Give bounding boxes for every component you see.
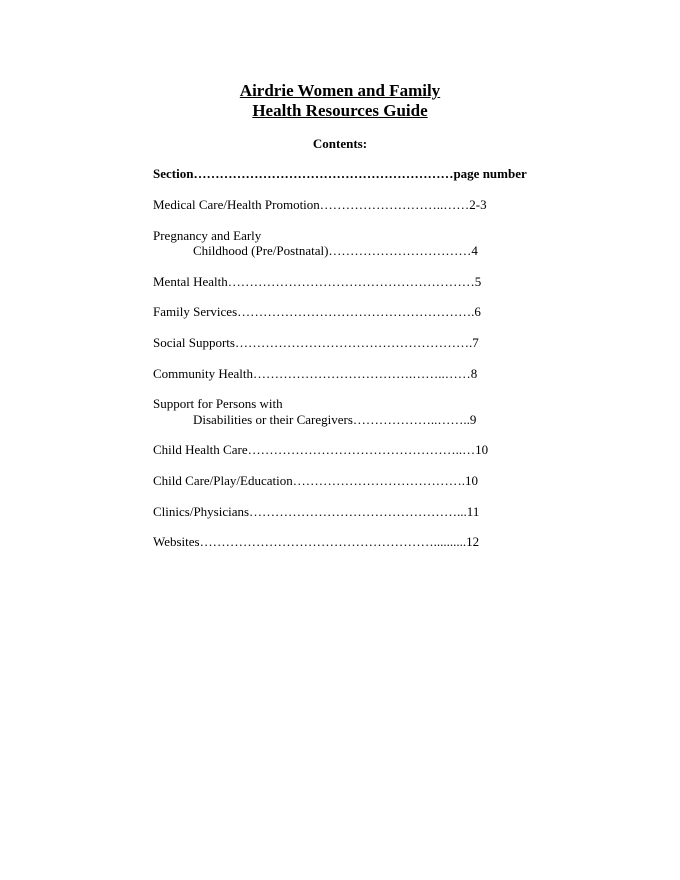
toc-entry-websites: Websites………………………………………………..........12 — [153, 534, 480, 549]
toc-entry-mental-health: Mental Health…………………………………………………5 — [153, 274, 482, 289]
toc-entry-disabilities-support-continued: Disabilities or their Caregivers………………..……..9 — [193, 412, 477, 427]
document-title-line-2: Health Resources Guide — [252, 101, 428, 120]
toc-entry-family-services: Family Services……………………………………………….6 — [153, 304, 481, 319]
toc-entry-disabilities-support: Support for Persons with — [153, 396, 283, 411]
toc-entry-social-supports: Social Supports……………………………………………….7 — [153, 335, 479, 350]
toc-entry-pregnancy-continued: Childhood (Pre/Postnatal)……………………………4 — [193, 243, 478, 258]
document-title-line-1: Airdrie Women and Family — [239, 81, 441, 100]
toc-entry-medical-care: Medical Care/Health Promotion………………………..……2-3 — [153, 197, 487, 212]
toc-entry-pregnancy: Pregnancy and Early — [153, 228, 262, 243]
toc-entry-community-health: Community Health……………………………….……..……8 — [153, 366, 478, 381]
toc-header-row: Section……………………………………………………page number — [153, 166, 527, 181]
contents-heading: Contents: — [312, 136, 368, 151]
toc-entry-child-health-care: Child Health Care…………………………………………..…10 — [153, 442, 489, 457]
toc-entry-child-care: Child Care/Play/Education………………………………….10 — [153, 473, 478, 488]
toc-entry-clinics-physicians: Clinics/Physicians…………………………………………...11 — [153, 504, 480, 519]
